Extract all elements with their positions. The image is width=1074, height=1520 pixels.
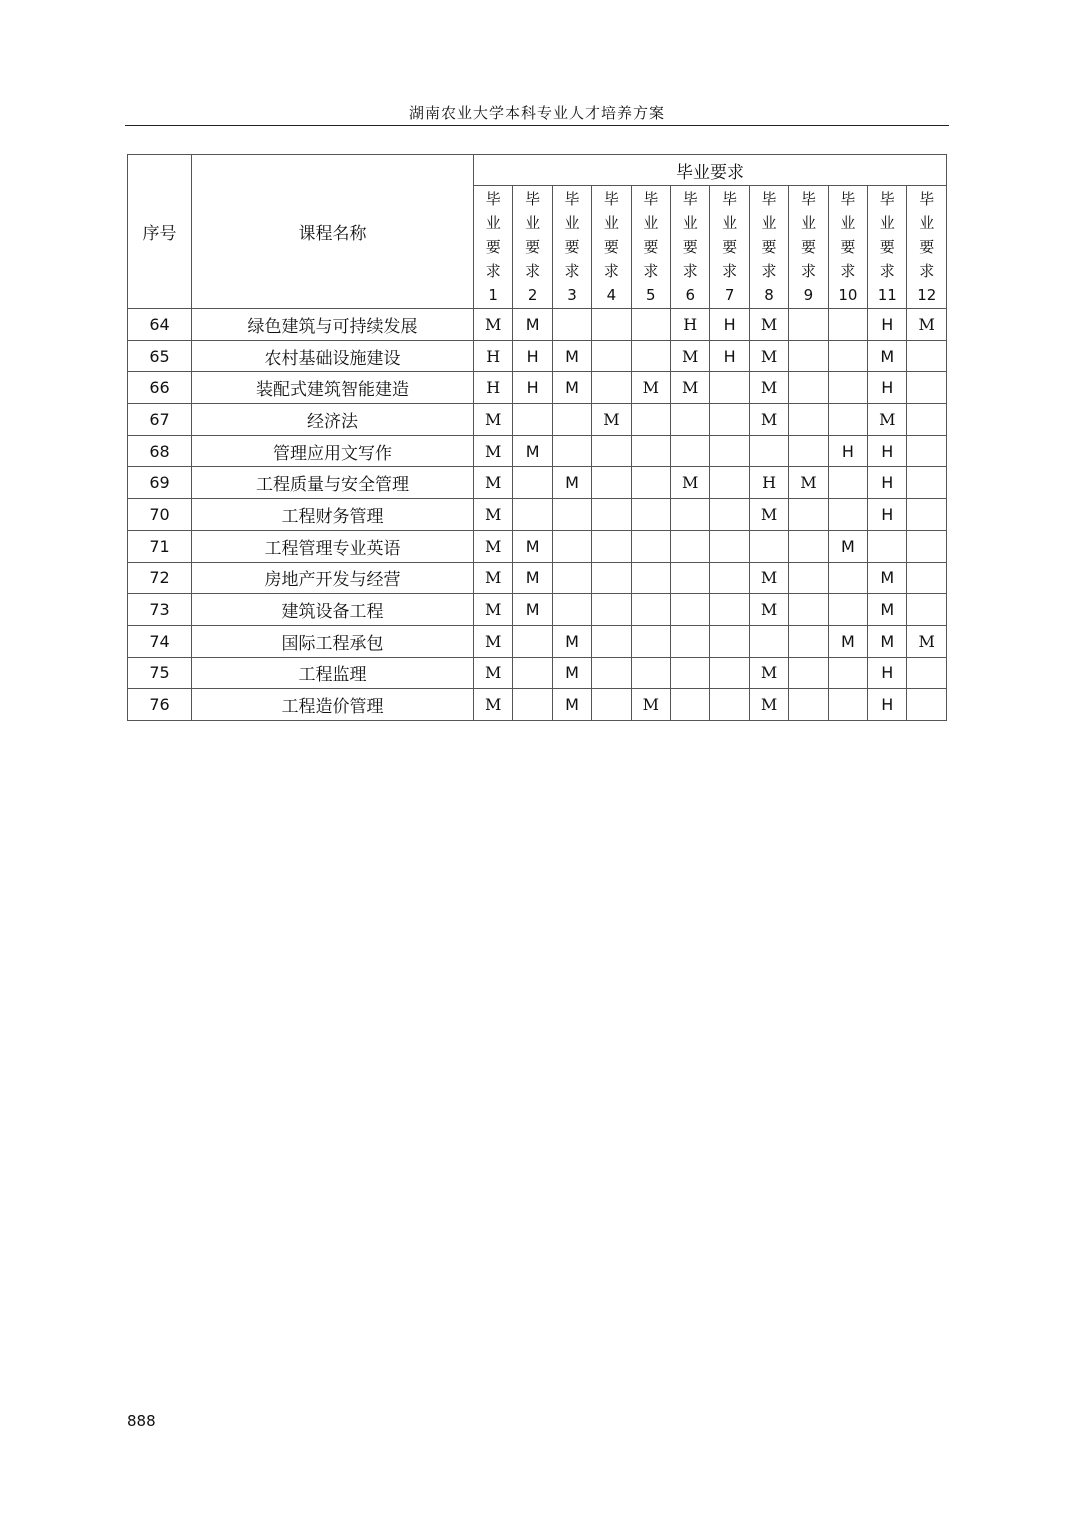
table-row (128, 594, 947, 626)
requirement-header-number: 10 (838, 286, 858, 304)
support-level-cell (552, 435, 591, 467)
support-level-cell (631, 340, 670, 372)
support-level-cell: M (474, 499, 513, 531)
table-row (128, 404, 947, 436)
table-row (128, 530, 947, 562)
support-level-cell (592, 309, 631, 341)
requirement-header-label: 毕业要求 (840, 190, 856, 280)
support-level-cell (749, 530, 788, 562)
support-level-cell (789, 562, 828, 594)
requirement-header-6 (671, 186, 710, 309)
row-number: 64 (128, 309, 192, 341)
running-header: 湖南农业大学本科专业人才培养方案 (408, 104, 665, 122)
support-level-cell: M (907, 309, 947, 341)
row-number: 67 (128, 404, 192, 436)
support-level-cell: H (710, 309, 749, 341)
support-level-cell: H (868, 467, 907, 499)
requirement-header-label: 毕业要求 (682, 190, 698, 280)
header-rule (125, 125, 949, 126)
support-level-cell: M (474, 625, 513, 657)
support-level-cell (631, 594, 670, 626)
course-name: 房地产开发与经营 (192, 562, 474, 594)
support-level-cell (907, 594, 947, 626)
support-level-cell: M (749, 594, 788, 626)
support-level-cell: M (749, 689, 788, 721)
support-level-cell: M (552, 625, 591, 657)
support-level-cell: H (474, 372, 513, 404)
table-row (128, 435, 947, 467)
support-level-cell (592, 625, 631, 657)
course-name: 建筑设备工程 (192, 594, 474, 626)
support-level-cell (592, 562, 631, 594)
support-level-cell (631, 499, 670, 531)
row-number: 65 (128, 340, 192, 372)
course-name: 工程监理 (192, 657, 474, 689)
row-number: 73 (128, 594, 192, 626)
support-level-cell (789, 340, 828, 372)
support-level-cell (710, 530, 749, 562)
requirement-header-label: 毕业要求 (800, 190, 816, 280)
support-level-cell: M (474, 594, 513, 626)
requirement-header-label: 毕业要求 (919, 190, 935, 280)
support-level-cell (513, 625, 552, 657)
support-level-cell (552, 499, 591, 531)
support-level-cell (592, 530, 631, 562)
support-level-cell: M (868, 562, 907, 594)
support-level-cell (631, 657, 670, 689)
support-level-cell: H (513, 340, 552, 372)
support-level-cell (631, 467, 670, 499)
requirement-header-5 (631, 186, 670, 309)
support-level-cell: M (513, 562, 552, 594)
support-level-cell: H (868, 309, 907, 341)
support-level-cell: H (868, 657, 907, 689)
row-number: 76 (128, 689, 192, 721)
course-name: 工程造价管理 (192, 689, 474, 721)
support-level-cell (631, 562, 670, 594)
support-level-cell: M (474, 435, 513, 467)
column-group-graduation-requirements: 毕业要求 (474, 155, 947, 186)
support-level-cell (671, 404, 710, 436)
requirement-header-2 (513, 186, 552, 309)
requirement-header-label: 毕业要求 (485, 190, 501, 280)
table-row (128, 340, 947, 372)
requirement-header-1 (474, 186, 513, 309)
support-level-cell (907, 340, 947, 372)
support-level-cell: M (749, 657, 788, 689)
support-level-cell (671, 689, 710, 721)
support-level-cell: M (552, 340, 591, 372)
support-level-cell (671, 594, 710, 626)
support-level-cell (789, 404, 828, 436)
support-level-cell (907, 372, 947, 404)
support-level-cell (631, 530, 670, 562)
support-level-cell (749, 625, 788, 657)
support-level-cell: M (552, 689, 591, 721)
support-level-cell (789, 594, 828, 626)
requirement-header-number: 8 (764, 286, 774, 304)
table-row (128, 372, 947, 404)
requirement-header-7 (710, 186, 749, 309)
requirement-header-label: 毕业要求 (879, 190, 895, 280)
support-level-cell (552, 309, 591, 341)
support-level-cell: M (552, 372, 591, 404)
support-level-cell (907, 435, 947, 467)
support-level-cell (710, 467, 749, 499)
support-level-cell (592, 689, 631, 721)
requirement-header-number: 2 (527, 286, 538, 304)
requirement-header-10 (828, 186, 867, 309)
row-number: 68 (128, 435, 192, 467)
requirement-header-4 (592, 186, 631, 309)
support-level-cell (828, 340, 867, 372)
support-level-cell (789, 435, 828, 467)
requirement-header-number: 7 (724, 286, 735, 304)
support-level-cell (907, 499, 947, 531)
support-level-cell: H (474, 340, 513, 372)
support-level-cell: M (749, 340, 788, 372)
support-level-cell: H (828, 435, 867, 467)
support-level-cell (828, 372, 867, 404)
support-level-cell: M (474, 309, 513, 341)
requirement-header-number: 5 (646, 286, 656, 304)
support-level-cell (592, 657, 631, 689)
support-level-cell (671, 435, 710, 467)
support-level-cell (789, 625, 828, 657)
course-name: 国际工程承包 (192, 625, 474, 657)
table-row (128, 657, 947, 689)
support-level-cell (710, 499, 749, 531)
support-level-cell (828, 689, 867, 721)
support-level-cell (710, 625, 749, 657)
support-level-cell (907, 530, 947, 562)
support-level-cell: M (513, 309, 552, 341)
support-level-cell: M (868, 340, 907, 372)
support-level-cell (671, 562, 710, 594)
support-level-cell (513, 467, 552, 499)
page-number: 888 (127, 1412, 156, 1430)
support-level-cell (749, 435, 788, 467)
course-name: 工程财务管理 (192, 499, 474, 531)
requirement-header-number: 11 (877, 286, 897, 304)
support-level-cell (671, 530, 710, 562)
support-level-cell: M (671, 467, 710, 499)
support-level-cell (828, 467, 867, 499)
support-level-cell (789, 309, 828, 341)
support-level-cell: M (552, 467, 591, 499)
support-level-cell: H (671, 309, 710, 341)
support-level-cell (592, 467, 631, 499)
support-level-cell (631, 404, 670, 436)
support-level-cell: M (474, 530, 513, 562)
course-name: 工程质量与安全管理 (192, 467, 474, 499)
support-level-cell: M (513, 435, 552, 467)
support-level-cell (552, 404, 591, 436)
support-level-cell: M (749, 499, 788, 531)
course-name: 装配式建筑智能建造 (192, 372, 474, 404)
requirement-header-11 (868, 186, 907, 309)
course-name: 工程管理专业英语 (192, 530, 474, 562)
requirement-header-12 (907, 186, 947, 309)
support-level-cell: M (474, 689, 513, 721)
support-level-cell (552, 594, 591, 626)
requirement-header-number: 9 (803, 286, 814, 304)
support-level-cell: M (868, 404, 907, 436)
support-level-cell (710, 689, 749, 721)
requirement-header-label: 毕业要求 (643, 190, 659, 280)
support-level-cell (710, 435, 749, 467)
requirement-header-label: 毕业要求 (761, 190, 777, 280)
support-level-cell (710, 594, 749, 626)
row-number: 72 (128, 562, 192, 594)
support-level-cell (828, 657, 867, 689)
support-level-cell: M (474, 657, 513, 689)
table-row (128, 467, 947, 499)
course-name: 绿色建筑与可持续发展 (192, 309, 474, 341)
support-level-cell: M (631, 689, 670, 721)
support-level-cell (552, 530, 591, 562)
requirement-header-label: 毕业要求 (525, 190, 541, 280)
graduation-requirements-matrix (127, 154, 947, 721)
row-number: 74 (128, 625, 192, 657)
support-level-cell (671, 499, 710, 531)
support-level-cell (907, 467, 947, 499)
support-level-cell: M (474, 404, 513, 436)
support-level-cell (789, 372, 828, 404)
support-level-cell: M (828, 625, 867, 657)
row-number: 71 (128, 530, 192, 562)
table-row (128, 499, 947, 531)
support-level-cell (592, 340, 631, 372)
column-header-no: 序号 (128, 155, 192, 309)
row-number: 66 (128, 372, 192, 404)
support-level-cell: M (592, 404, 631, 436)
support-level-cell (513, 689, 552, 721)
support-level-cell: M (907, 625, 947, 657)
support-level-cell (828, 404, 867, 436)
support-level-cell (710, 562, 749, 594)
requirement-header-8 (749, 186, 788, 309)
support-level-cell: M (868, 625, 907, 657)
support-level-cell (907, 657, 947, 689)
support-level-cell (868, 530, 907, 562)
support-level-cell: M (474, 562, 513, 594)
support-level-cell (631, 309, 670, 341)
requirement-header-3 (552, 186, 591, 309)
support-level-cell: M (789, 467, 828, 499)
support-level-cell: M (749, 372, 788, 404)
support-level-cell: M (749, 309, 788, 341)
support-level-cell (907, 562, 947, 594)
requirement-header-number: 12 (917, 286, 937, 304)
course-name: 农村基础设施建设 (192, 340, 474, 372)
support-level-cell (828, 309, 867, 341)
support-level-cell (710, 372, 749, 404)
support-level-cell (828, 562, 867, 594)
support-level-cell (828, 499, 867, 531)
course-name: 经济法 (192, 404, 474, 436)
requirement-header-label: 毕业要求 (564, 190, 580, 280)
requirement-header-number: 1 (488, 286, 498, 304)
support-level-cell (671, 657, 710, 689)
support-level-cell (513, 404, 552, 436)
support-level-cell: M (749, 562, 788, 594)
table-row (128, 689, 947, 721)
course-name: 管理应用文写作 (192, 435, 474, 467)
requirement-header-number: 6 (685, 286, 695, 304)
support-level-cell: M (513, 594, 552, 626)
support-level-cell (907, 404, 947, 436)
support-level-cell (513, 499, 552, 531)
support-level-cell (671, 625, 710, 657)
support-level-cell (631, 435, 670, 467)
support-level-cell: M (474, 467, 513, 499)
support-level-cell: M (552, 657, 591, 689)
column-header-course-name: 课程名称 (192, 155, 474, 309)
support-level-cell: M (749, 404, 788, 436)
requirement-header-number: 3 (567, 286, 577, 304)
support-level-cell (631, 625, 670, 657)
support-level-cell (789, 657, 828, 689)
matrix-body (128, 309, 947, 721)
row-number: 69 (128, 467, 192, 499)
row-number: 70 (128, 499, 192, 531)
row-number: 75 (128, 657, 192, 689)
support-level-cell (789, 530, 828, 562)
support-level-cell: M (671, 372, 710, 404)
support-level-cell: H (513, 372, 552, 404)
support-level-cell (789, 499, 828, 531)
support-level-cell (710, 404, 749, 436)
support-level-cell (592, 372, 631, 404)
support-level-cell: M (513, 530, 552, 562)
support-level-cell (828, 594, 867, 626)
support-level-cell: H (868, 435, 907, 467)
support-level-cell (592, 594, 631, 626)
requirement-header-label: 毕业要求 (722, 190, 738, 280)
support-level-cell: H (868, 689, 907, 721)
requirement-header-label: 毕业要求 (603, 190, 619, 280)
support-level-cell (710, 657, 749, 689)
support-level-cell (592, 499, 631, 531)
support-level-cell (513, 657, 552, 689)
support-level-cell (592, 435, 631, 467)
support-level-cell: M (671, 340, 710, 372)
table-row (128, 309, 947, 341)
requirement-header-9 (789, 186, 828, 309)
table-row (128, 625, 947, 657)
table-row (128, 562, 947, 594)
support-level-cell (907, 689, 947, 721)
support-level-cell (789, 689, 828, 721)
support-level-cell: H (710, 340, 749, 372)
requirement-header-number: 4 (606, 286, 617, 304)
support-level-cell: M (828, 530, 867, 562)
support-level-cell (552, 562, 591, 594)
support-level-cell: H (749, 467, 788, 499)
support-level-cell: M (868, 594, 907, 626)
support-level-cell: M (631, 372, 670, 404)
support-level-cell: H (868, 372, 907, 404)
support-level-cell: H (868, 499, 907, 531)
